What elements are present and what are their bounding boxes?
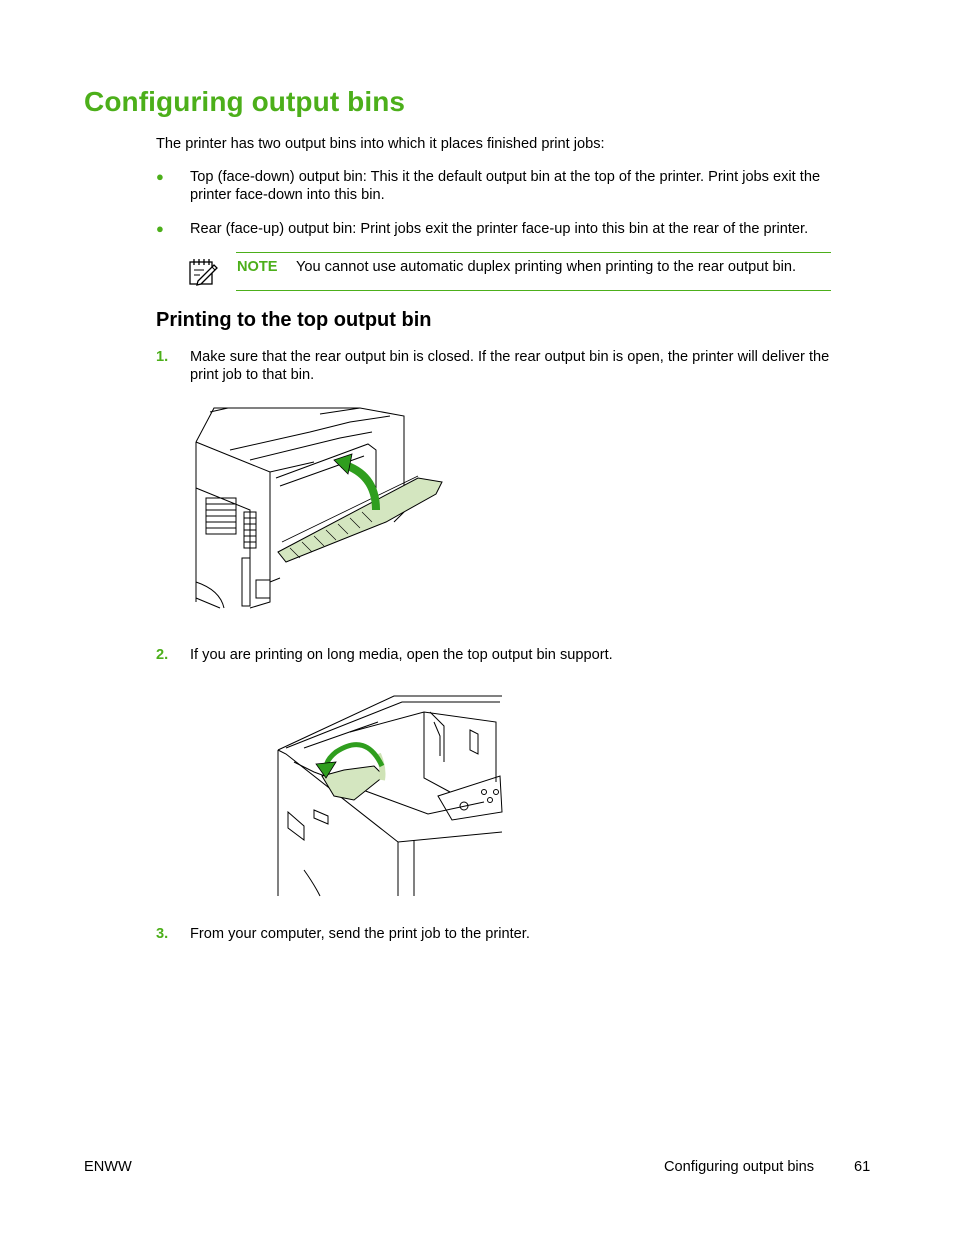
step-text: From your computer, send the print job to the printer.: [190, 926, 530, 942]
footer-section-title: Configuring output bins: [664, 1159, 815, 1175]
step-text: If you are printing on long media, open the top output bin support.: [190, 647, 613, 663]
footer-left: ENWW: [84, 1159, 132, 1175]
intro-paragraph: The printer has two output bins into which it places finished print jobs:: [156, 136, 605, 152]
note-pencil-icon: [188, 256, 218, 286]
note-bottom-rule: [236, 290, 831, 291]
note-text: You cannot use automatic duplex printing when printing to the rear output bin.: [296, 259, 797, 275]
step-text: Make sure that the rear output bin is closed. If the rear output bin is open, the printer will deliver the print job to that bin.: [190, 349, 830, 383]
rear-output-bin-illustration: [190, 402, 450, 612]
note-label: NOTE: [237, 259, 278, 275]
note-top-rule: [236, 252, 831, 253]
step-number: 2.: [156, 647, 169, 663]
bullet-marker: ●: [156, 221, 164, 236]
bullet-text: Top (face-down) output bin: This it the default output bin at the top of the printer. Print jobs exit the printer face-down into this bin.: [190, 169, 821, 203]
step-number: 1.: [156, 349, 169, 365]
step-number: 3.: [156, 926, 169, 942]
page-title: Configuring output bins: [84, 86, 406, 117]
page-number: 61: [854, 1159, 871, 1175]
bullet-text: Rear (face-up) output bin: Print jobs exit the printer face-up into this bin at the rear of the printer.: [190, 221, 809, 237]
top-output-bin-illustration: [274, 692, 506, 898]
bullet-marker: ●: [156, 169, 164, 184]
section-title: Printing to the top output bin: [156, 309, 432, 331]
